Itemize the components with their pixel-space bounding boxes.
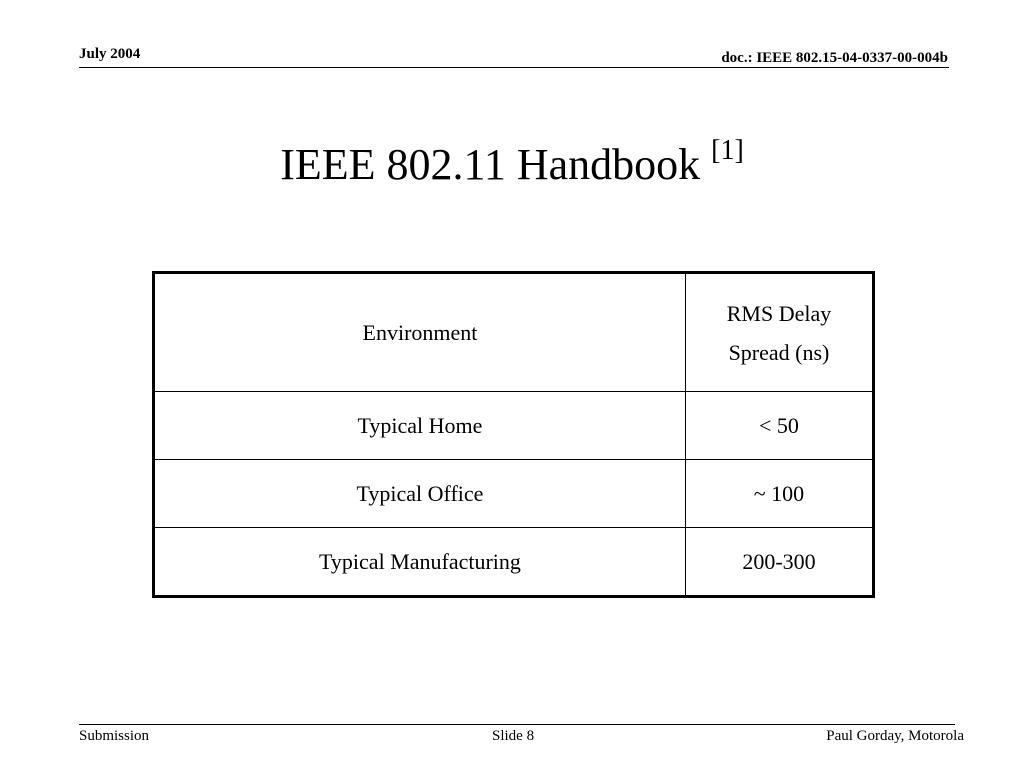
header-divider (79, 67, 949, 68)
table-row (154, 460, 874, 528)
table-row (154, 392, 874, 460)
slide-title-reference: [1] (711, 135, 744, 167)
slide-title-text: IEEE 802.11 Handbook (280, 140, 701, 189)
delay-cell: ~ 100 (685, 460, 873, 528)
table-header-row (154, 273, 874, 392)
environment-cell: Typical Manufacturing (154, 528, 686, 597)
environment-cell: Typical Office (154, 460, 686, 528)
column-header-rms-delay-line1: RMS Delay (726, 300, 832, 326)
delay-cell: < 50 (685, 392, 873, 460)
environment-cell: Typical Home (154, 392, 686, 460)
column-header-rms-delay (685, 273, 873, 392)
header-doc-id: doc.: IEEE 802.15-04-0337-00-004b (721, 50, 948, 66)
slide-title (0, 135, 1024, 192)
footer-divider (79, 724, 955, 725)
delay-spread-table (152, 271, 875, 598)
footer-submission: Submission (79, 728, 150, 744)
delay-cell: 200-300 (685, 528, 873, 597)
column-header-environment: Environment (154, 273, 686, 392)
table-row (154, 528, 874, 597)
footer-author: Paul Gorday, Motorola (826, 728, 964, 744)
header-date: July 2004 (79, 46, 141, 62)
footer-slide-number: Slide 8 (492, 728, 535, 744)
column-header-rms-delay-line2: Spread (ns) (728, 339, 830, 365)
